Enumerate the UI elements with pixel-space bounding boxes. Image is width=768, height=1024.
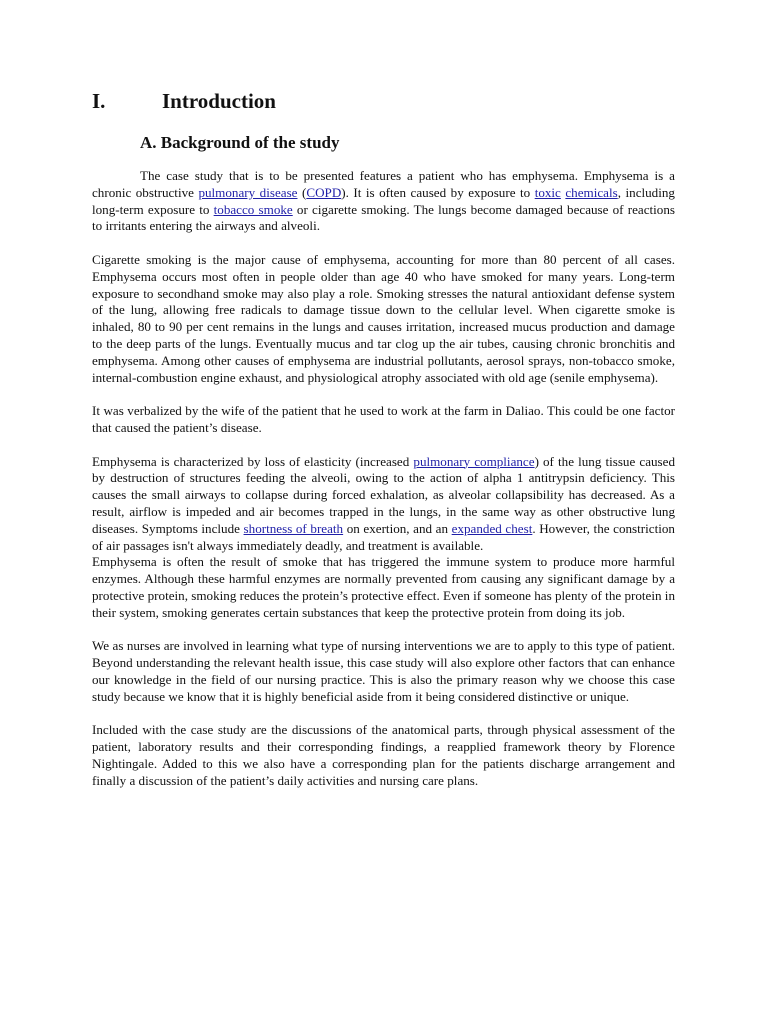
link-pulmonary-disease[interactable]: pulmonary disease xyxy=(198,184,298,200)
paragraph-4 xyxy=(92,454,675,555)
paragraph-1 xyxy=(92,168,675,235)
text-run: Emphysema is characterized by loss of elasticity (increased xyxy=(92,453,414,469)
section-title: Introduction xyxy=(162,89,276,113)
paragraph-5: Emphysema is often the result of smoke that has triggered the immune system to produce more harmful enzymes. Although these harmful enzymes are normally prevented from causing any significant damage by a protective protein, smoking reduces the protein’s protective effect. Even if someone has plenty of the protein in their system, smoking generates certain substances that keep the protective protein from doing its job. xyxy=(92,554,675,620)
link-toxic[interactable]: toxic xyxy=(534,184,561,200)
subsection-heading: A. Background of the study xyxy=(140,133,340,152)
link-expanded-chest[interactable]: expanded chest xyxy=(451,520,533,536)
text-run: The case study that is to be presented features a patient who has emphysema. Emphysema is a chronic obstructive xyxy=(92,168,675,200)
section-number: I. xyxy=(92,89,106,113)
paragraph-6: We as nurses are involved in learning what type of nursing interventions we are to apply to this type of patient. Beyond understanding the relevant health issue, this case study will also explore other factors that can enhance our knowledge in the field of our nursing practice. This is also the primary reason why we choose this case study because we know that it is highly beneficial aside from it being considered distinctive or unique. xyxy=(92,638,675,704)
link-chemicals[interactable]: chemicals xyxy=(565,184,618,200)
text-run: ) of the lung tissue caused by destruction of structures feeding the alveoli, owing to the action of alpha 1 antitrypsin deficiency. This causes the small airways to collapse during forced exhalation, as alveolar collapsibility has decreased. As a result, airflow is impeded and air becomes trapped in the lungs, in the same way as other obstructive lung diseases. Symptoms include xyxy=(92,453,676,536)
text-run: ( xyxy=(297,184,307,200)
section-heading xyxy=(92,88,675,114)
link-pulmonary-compliance[interactable]: pulmonary compliance xyxy=(413,453,535,469)
paragraph-7: Included with the case study are the discussions of the anatomical parts, through physical assessment of the patient, laboratory results and their corresponding findings, a reapplied framework theory by Florence Nightingale. Added to this we also have a corresponding plan for the patients discharge arrangement and finally a discussion of the patient’s daily activities and nursing care plans. xyxy=(92,722,675,788)
text-run: or cigarette smoking. The lungs become damaged because of reactions to irritants entering the airways and alveoli. xyxy=(92,201,675,234)
text-run: , including long-term exposure to xyxy=(92,184,675,217)
text-run: . However, the constriction of air passages isn't always immediately deadly, and treatment is available. xyxy=(92,520,675,553)
paragraph-3: It was verbalized by the wife of the patient that he used to work at the farm in Daliao. This could be one factor that caused the patient’s disease. xyxy=(92,403,675,435)
link-copd[interactable]: COPD xyxy=(306,184,342,200)
document-page xyxy=(92,88,675,789)
link-tobacco-smoke[interactable]: tobacco smoke xyxy=(213,201,293,217)
text-run: ). It is often caused by exposure to xyxy=(341,184,535,200)
paragraph-2: Cigarette smoking is the major cause of emphysema, accounting for more than 80 percent of all cases. Emphysema occurs most often in people older than age 40 who have smoked for many years. Long-term exposure to secondhand smoke may also play a role. Smoking stresses the natural antioxidant defense system of the lung, allowing free radicals to damage tissue down to the cellular level. When cigarette smoke is inhaled, 80 to 90 per cent remains in the lungs and causes irritation, increased mucus production and damage to the deep parts of the lungs. Eventually mucus and tar clog up the air tubes, causing chronic bronchitis and emphysema. Among other causes of emphysema are industrial pollutants, aerosol sprays, non-tobacco smoke, internal-combustion engine exhaust, and physiological atrophy associated with old age (senile emphysema). xyxy=(92,251,675,385)
link-shortness-of-breath[interactable]: shortness of breath xyxy=(243,520,344,536)
text-run: on exertion, and an xyxy=(343,520,452,536)
